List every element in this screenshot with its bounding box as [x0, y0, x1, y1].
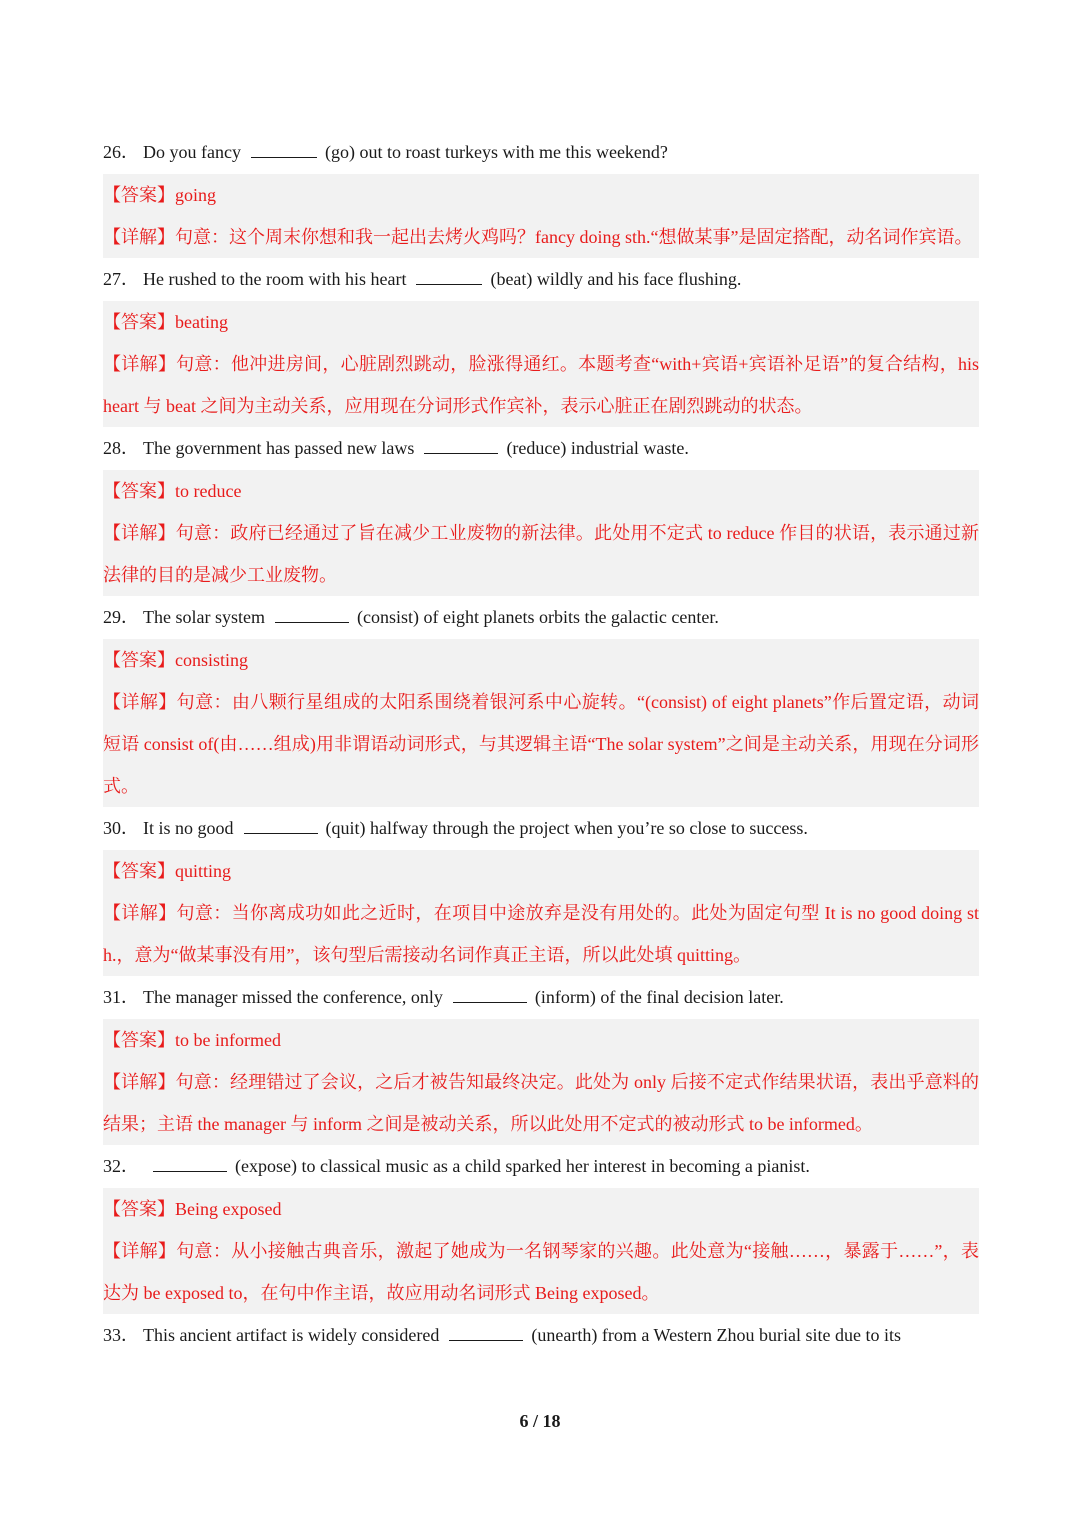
explanation-label: 【详解】 — [103, 523, 176, 543]
questions-content — [103, 131, 979, 1357]
answer-blank — [449, 1326, 523, 1341]
question-28 — [103, 427, 979, 470]
question-hint: (inform) of the final decision later. — [534, 987, 784, 1007]
answer-block-29 — [103, 639, 979, 807]
explanation-text: 句意：由八颗行星组成的太阳系围绕着银河系中心旋转。“(consist) of eight planets”作后置定语，动词短语 consist of(由……组成)用非谓语动词形式，与其逻辑主语“The solar system”之间是主动关系，用现在分词形式。 — [103, 692, 979, 796]
answer-label: 【答案】 — [103, 312, 175, 332]
explanation-label: 【详解】 — [103, 1241, 177, 1261]
answer-value: quitting — [175, 861, 232, 881]
answer-line — [103, 174, 979, 216]
answer-value: to reduce — [175, 481, 242, 501]
question-text-before: The solar system — [143, 607, 265, 627]
question-26 — [103, 131, 979, 174]
answer-line — [103, 1019, 979, 1061]
explanation — [103, 892, 979, 976]
answer-block-28 — [103, 470, 979, 596]
answer-line — [103, 1188, 979, 1230]
explanation — [103, 681, 979, 807]
question-number: 33． — [103, 1325, 139, 1345]
question-hint: (go) out to roast turkeys with me this weekend? — [324, 142, 668, 162]
explanation-text: 句意：当你离成功如此之近时，在项目中途放弃是没有用处的。此处为固定句型 It is no good doing sth.，意为“做某事没有用”，该句型后需接动名词作真正主语，所以此处填 quitting。 — [103, 903, 979, 965]
question-31 — [103, 976, 979, 1019]
answer-label: 【答案】 — [103, 650, 175, 670]
question-number: 32． — [103, 1156, 139, 1176]
question-number: 31． — [103, 987, 139, 1007]
question-number: 29． — [103, 607, 139, 627]
question-hint: (unearth) from a Western Zhou burial site due to its — [531, 1325, 902, 1345]
question-number: 28． — [103, 438, 139, 458]
answer-block-26 — [103, 174, 979, 258]
answer-label: 【答案】 — [103, 481, 175, 501]
question-text-before: He rushed to the room with his heart — [143, 269, 407, 289]
explanation — [103, 512, 979, 596]
page-number: 6 / 18 — [519, 1411, 561, 1431]
question-33 — [103, 1314, 979, 1357]
answer-block-31 — [103, 1019, 979, 1145]
answer-block-27 — [103, 301, 979, 427]
explanation-text: 句意：这个周末你想和我一起出去烤火鸡吗？fancy doing sth.“想做某事”是固定搭配，动名词作宾语。 — [175, 227, 973, 247]
explanation-label: 【详解】 — [103, 692, 177, 712]
answer-blank — [424, 439, 498, 454]
question-text-before: Do you fancy — [143, 142, 241, 162]
question-hint: (quit) halfway through the project when you’re so close to success. — [325, 818, 808, 838]
answer-blank — [275, 608, 349, 623]
question-text-before: The manager missed the conference, only — [143, 987, 443, 1007]
answer-label: 【答案】 — [103, 185, 175, 205]
question-number: 30． — [103, 818, 139, 838]
answer-line — [103, 850, 979, 892]
answer-value: Being exposed — [175, 1199, 282, 1219]
question-30 — [103, 807, 979, 850]
question-number: 26． — [103, 142, 139, 162]
answer-value: beating — [175, 312, 228, 332]
explanation-label: 【详解】 — [103, 227, 175, 247]
explanation-text: 句意：政府已经通过了旨在减少工业废物的新法律。此处用不定式 to reduce 作目的状语，表示通过新法律的目的是减少工业废物。 — [103, 523, 979, 585]
answer-block-30 — [103, 850, 979, 976]
question-text-before: It is no good — [143, 818, 234, 838]
question-27 — [103, 258, 979, 301]
explanation — [103, 343, 979, 427]
answer-value: to be informed — [175, 1030, 281, 1050]
explanation-label: 【详解】 — [103, 1072, 176, 1092]
question-hint: (expose) to classical music as a child sparked her interest in becoming a pianist. — [235, 1156, 810, 1176]
explanation-label: 【详解】 — [103, 354, 177, 374]
explanation — [103, 1061, 979, 1145]
answer-label: 【答案】 — [103, 1030, 175, 1050]
question-text-before: This ancient artifact is widely considered — [143, 1325, 440, 1345]
explanation — [103, 216, 979, 258]
answer-line — [103, 470, 979, 512]
question-hint: (beat) wildly and his face flushing. — [490, 269, 742, 289]
explanation — [103, 1230, 979, 1314]
explanation-text: 句意：他冲进房间，心脏剧烈跳动，脸涨得通红。本题考查“with+宾语+宾语补足语”的复合结构，his heart 与 beat 之间为主动关系，应用现在分词形式作宾补，表示心脏正在剧烈跳动的状态。 — [103, 354, 979, 416]
answer-blank — [153, 1157, 227, 1172]
answer-blank — [251, 143, 317, 158]
explanation-text: 句意：经理错过了会议，之后才被告知最终决定。此处为 only 后接不定式作结果状语，表出乎意料的结果；主语 the manager 与 inform 之间是被动关系，所以此处用不定式的被动形式 to be informed。 — [103, 1072, 980, 1134]
answer-blank — [453, 988, 527, 1003]
question-29 — [103, 596, 979, 639]
question-hint: (reduce) industrial waste. — [506, 438, 689, 458]
answer-value: going — [175, 185, 217, 205]
explanation-label: 【详解】 — [103, 903, 177, 923]
answer-label: 【答案】 — [103, 1199, 175, 1219]
question-number: 27． — [103, 269, 139, 289]
answer-value: consisting — [175, 650, 249, 670]
answer-block-32 — [103, 1188, 979, 1314]
question-text-before: The government has passed new laws — [143, 438, 415, 458]
answer-blank — [416, 270, 482, 285]
answer-line — [103, 301, 979, 343]
answer-blank — [244, 819, 318, 834]
question-hint: (consist) of eight planets orbits the galactic center. — [356, 607, 719, 627]
answer-label: 【答案】 — [103, 861, 175, 881]
answer-line — [103, 639, 979, 681]
question-32 — [103, 1145, 979, 1188]
explanation-text: 句意：从小接触古典音乐，激起了她成为一名钢琴家的兴趣。此处意为“接触……，暴露于……”，表达为 be exposed to，在句中作主语，故应用动名词形式 Being exposed。 — [103, 1241, 979, 1303]
